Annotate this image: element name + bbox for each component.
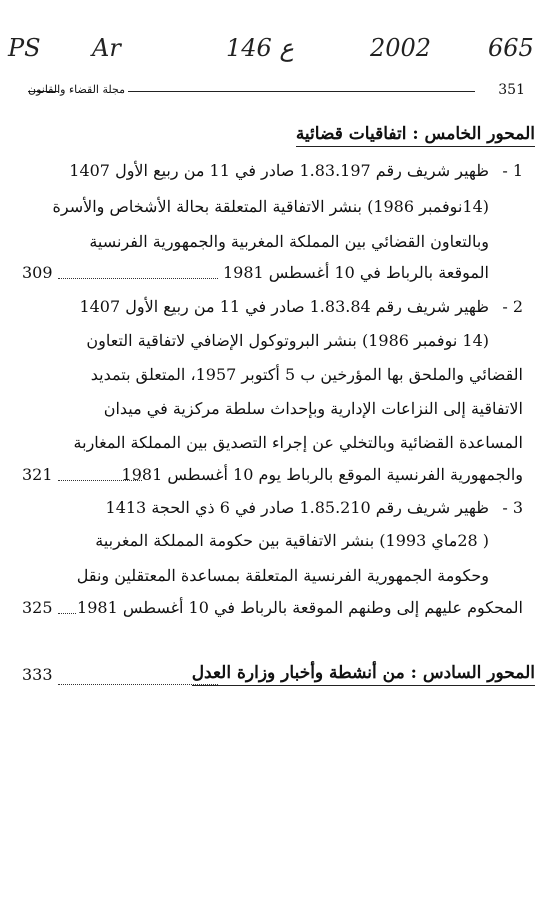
leader-dots [58,613,76,614]
entry-line: والجمهورية الفرنسية الموقع بالرباط يوم 10 أغسطس 1981 [121,465,523,484]
entry-line: ( 28ماي 1993) بنشر الاتفاقية بين حكومة المملكة المغربية [95,531,489,550]
leader-dots [58,480,142,481]
entry-line: المساعدة القضائية وبالتخلي عن إجراء التصديق بين المملكة المغاربة [73,433,523,452]
entry-line: وحكومة الجمهورية الفرنسية المتعلقة بمساعدة المعتقلين ونقل [76,566,489,585]
entry-page: 325 [22,598,53,617]
entry-line: وبالتعاون القضائي بين المملكة المغربية والجمهورية الفرنسية [89,232,489,251]
entry-number: 3 - [502,498,523,517]
entry-number: 2 - [502,297,523,316]
journal-name: مجلة القضاء والقانون [28,83,126,96]
handwritten-ar: Ar [92,34,121,62]
section-title: المحور السادس : من أنشطة وأخبار وزارة العدل [192,663,535,686]
handwritten-year: 2002 [370,34,432,62]
entry-line: المحكوم عليهم إلى وطنهم الموقعة بالرباط في 10 أغسطس 1981 [77,598,523,617]
leader-dots [58,684,218,685]
section-page: 333 [22,665,53,684]
handwritten-ps: PS [8,34,41,62]
entry-page: 309 [22,263,53,282]
page-number: 351 [498,82,525,98]
entry-line: ظهير شريف رقم 1.83.197 صادر في 11 من ربيع الأول 1407 [69,161,489,180]
entry-page: 321 [22,465,53,484]
handwritten-number: 146 ع [226,34,294,62]
handwritten-number-2: 665 [488,34,534,62]
entry-line: (14نوفمبر 1986) بنشر الاتفاقية المتعلقة بحالة الأشخاص والأسرة [52,197,489,216]
entry-line: (14 نوفمبر 1986) بنشر البروتوكول الإضافي لاتفاقية التعاون [86,331,489,350]
entry-line: القضائي والملحق بها المؤرخين ب 5 أكتوبر 1957، المتعلق بتمديد [90,365,523,384]
entry-line: الاتفاقية إلى النزاعات الإدارية وبإحداث سلطة مركزية في ميدان [103,399,523,418]
entry-line: ظهير شريف رقم 1.85.210 صادر في 6 ذي الحجة 1413 [105,498,489,517]
entry-line: الموقعة بالرباط في 10 أغسطس 1981 [222,263,489,282]
entry-line: ظهير شريف رقم 1.83.84 صادر في 11 من ربيع الأول 1407 [79,297,489,316]
leader-dots [58,278,218,279]
section-title: المحور الخامس : اتفاقيات قضائية [296,124,535,147]
entry-number: 1 - [502,161,523,180]
